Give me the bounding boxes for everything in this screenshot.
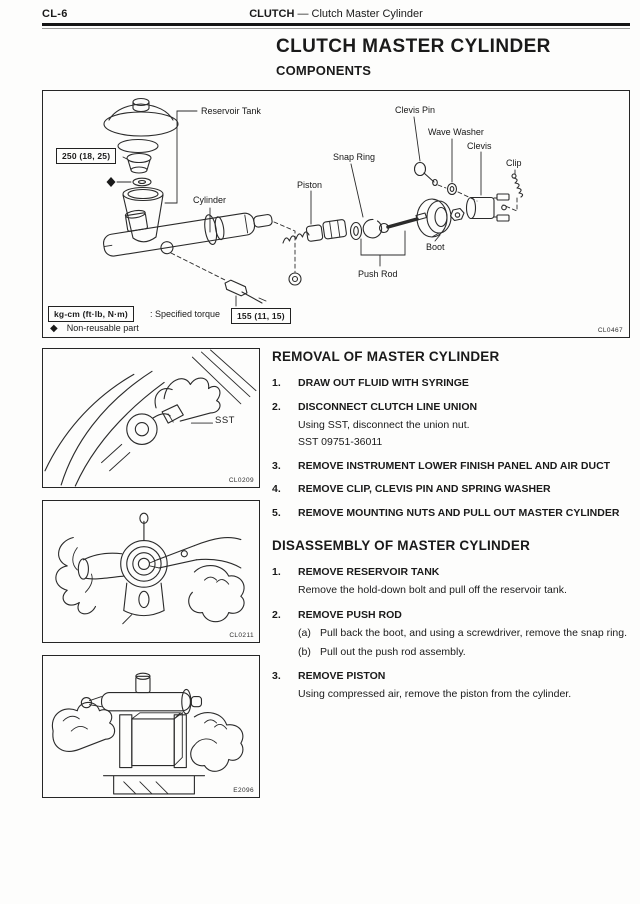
- page-header: [42, 7, 630, 23]
- label-wave-washer: Wave Washer: [428, 127, 484, 137]
- running-title-subsection: Clutch Master Cylinder: [311, 8, 423, 20]
- step-number: 2.: [272, 400, 281, 413]
- snap-ring-pliers-illustration: [43, 501, 259, 642]
- step-number: 4.: [272, 483, 281, 496]
- header-rule-shadow: [42, 28, 630, 29]
- exploded-view-illustration: [43, 91, 629, 337]
- substep-text: Pull back the boot, and using a screwdriver, remove the snap ring.: [320, 627, 628, 640]
- legend-torque-desc: : Specified torque: [150, 309, 221, 319]
- step-number: 1.: [272, 565, 281, 578]
- disassembly-step-3: [272, 670, 630, 703]
- step-title: REMOVE INSTRUMENT LOWER FINISH PANEL AND AIR DUCT: [298, 459, 611, 472]
- running-title-separator: —: [297, 8, 309, 20]
- running-title: [42, 8, 630, 20]
- step-title: REMOVE CLIP, CLEVIS PIN AND SPRING WASHER: [298, 483, 551, 496]
- step-title: REMOVE MOUNTING NUTS AND PULL OUT MASTER CYLINDER: [298, 507, 620, 520]
- disassembly-step-2: [272, 609, 630, 660]
- figure-code: CL0211: [229, 632, 254, 639]
- step-body-line: SST 09751-36011: [298, 435, 383, 448]
- removal-heading: REMOVAL OF MASTER CYLINDER: [272, 349, 500, 364]
- removal-step-1: [272, 377, 630, 391]
- substep-text: Pull out the push rod assembly.: [320, 645, 466, 658]
- torque-box-250: 250 (18, 25): [56, 148, 116, 164]
- figure-cylinder-in-vise: [42, 655, 260, 798]
- legend-torque-unit: kg-cm (ft·lb, N·m): [48, 306, 134, 322]
- figure-sst-union: [42, 348, 260, 488]
- figure-snap-ring-pliers: [42, 500, 260, 643]
- disassembly-step-1: [272, 566, 630, 599]
- vise-compressed-air-illustration: [43, 656, 259, 797]
- label-reservoir-tank: Reservoir Tank: [201, 106, 261, 116]
- step-title: DRAW OUT FLUID WITH SYRINGE: [298, 377, 469, 389]
- step-number: 3.: [272, 459, 281, 472]
- label-boot: Boot: [426, 242, 445, 252]
- diagram-code: CL0467: [597, 327, 623, 334]
- components-heading: COMPONENTS: [276, 63, 372, 78]
- step-body-line: Using SST, disconnect the union nut.: [298, 419, 470, 432]
- removal-step-4: [272, 483, 630, 497]
- step-number: 3.: [272, 669, 281, 682]
- substep-b: [298, 645, 630, 660]
- running-title-section: CLUTCH: [249, 8, 295, 20]
- step-body-line: Using compressed air, remove the piston from the cylinder.: [298, 688, 572, 701]
- label-push-rod: Push Rod: [358, 269, 398, 279]
- page-number: CL-6: [42, 8, 68, 20]
- label-clevis-pin: Clevis Pin: [395, 105, 436, 115]
- label-snap-ring: Snap Ring: [333, 152, 376, 162]
- legend-nonreusable-text: Non-reusable part: [66, 323, 139, 333]
- figure-code: CL0209: [228, 477, 254, 484]
- procedure-column: [272, 349, 630, 713]
- step-number: 1.: [272, 377, 281, 389]
- legend-nonreusable: [50, 323, 139, 334]
- step-title: REMOVE PISTON: [298, 669, 386, 682]
- removal-step-5: [272, 507, 630, 521]
- removal-step-2: [272, 401, 630, 450]
- step-title: DISCONNECT CLUTCH LINE UNION: [298, 400, 478, 413]
- step-number: 2.: [272, 608, 281, 621]
- step-body-line: Remove the hold-down bolt and pull off the reservoir tank.: [298, 584, 567, 597]
- substep-label: (a): [298, 627, 311, 640]
- step-number: 5.: [272, 507, 281, 520]
- label-sst: SST: [215, 415, 235, 426]
- header-rule: [42, 23, 630, 26]
- label-piston: Piston: [297, 180, 323, 190]
- label-clip: Clip: [506, 158, 522, 168]
- substep-a: [298, 626, 630, 641]
- substep-label: (b): [298, 645, 311, 658]
- label-clevis: Clevis: [467, 141, 492, 151]
- diamond-icon: ◆: [50, 323, 58, 334]
- step-title: REMOVE RESERVOIR TANK: [298, 565, 440, 578]
- step-title: REMOVE PUSH ROD: [298, 608, 402, 621]
- page-title: CLUTCH MASTER CYLINDER: [276, 36, 551, 57]
- label-cylinder: Cylinder: [193, 195, 227, 205]
- figure-code: E2096: [233, 787, 254, 794]
- torque-box-155: 155 (11, 15): [231, 308, 291, 324]
- removal-step-3: [272, 460, 630, 474]
- disassembly-heading: DISASSEMBLY OF MASTER CYLINDER: [272, 537, 531, 553]
- components-diagram: [42, 90, 630, 338]
